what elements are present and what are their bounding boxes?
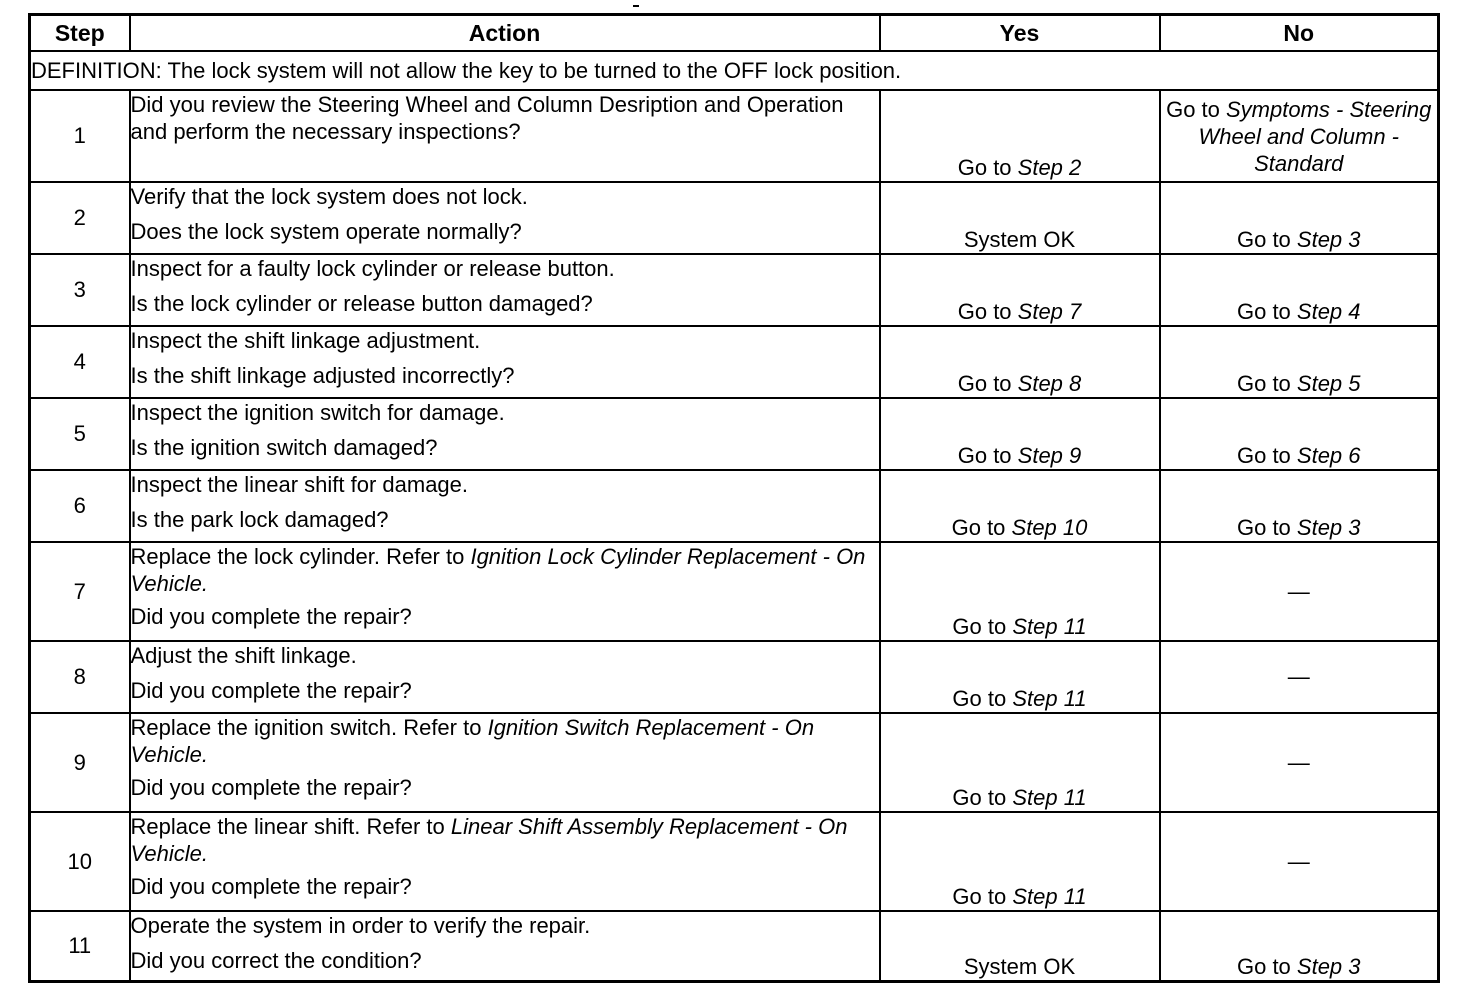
table-row [30, 812, 1439, 911]
table-row [30, 713, 1439, 812]
action-cell [130, 254, 880, 326]
table-row [30, 326, 1439, 398]
action-text: Did you review the Steering Wheel and Column Desription and Operation and perform the necessary inspections? [130, 92, 844, 144]
header-no: No [1160, 15, 1439, 52]
yes-prefix: Go to [952, 686, 1013, 711]
no-prefix: — [1287, 848, 1310, 874]
no-step-link: Symptoms - Steering Wheel and Column - Standard [1198, 96, 1432, 176]
no-cell [1160, 182, 1439, 254]
yes-cell [880, 542, 1160, 641]
action-question: Is the lock cylinder or release button damaged? [130, 291, 593, 316]
action-question: Is the shift linkage adjusted incorrectly? [130, 363, 515, 388]
action-question: Did you complete the repair? [130, 678, 412, 703]
diagnostic-table [28, 13, 1440, 983]
step-number: 2 [30, 182, 130, 254]
action-text: Inspect the ignition switch for damage. [130, 400, 505, 425]
definition-row [30, 51, 1439, 90]
no-cell [1160, 326, 1439, 398]
step-number: 8 [30, 641, 130, 713]
yes-cell [880, 90, 1160, 182]
action-question: Did you complete the repair? [130, 874, 412, 899]
yes-prefix: System OK [963, 953, 1076, 979]
action-text-plain: Replace the linear shift. Refer to [130, 814, 451, 839]
yes-cell [880, 470, 1160, 542]
action-reference: Linear Shift Assembly Replacement - On Vehicle. [130, 814, 848, 866]
no-cell [1160, 542, 1439, 641]
action-text: Verify that the lock system does not lock. [130, 184, 528, 209]
action-cell [130, 542, 880, 641]
yes-prefix: Go to [951, 515, 1012, 540]
table-row [30, 470, 1439, 542]
no-prefix: Go to [1236, 443, 1297, 468]
step-number: 9 [30, 713, 130, 812]
no-prefix: — [1287, 578, 1310, 604]
action-question: Did you correct the condition? [130, 948, 422, 973]
action-cell [130, 398, 880, 470]
yes-cell [880, 641, 1160, 713]
yes-step-link: Step 7 [1017, 299, 1082, 324]
yes-prefix: System OK [963, 227, 1076, 252]
yes-step-link: Step 11 [1012, 785, 1087, 810]
top-marker [633, 5, 639, 7]
no-cell [1160, 641, 1439, 713]
action-text [131, 813, 879, 867]
header-yes: Yes [880, 15, 1160, 52]
step-number: 3 [30, 254, 130, 326]
action-cell [130, 911, 880, 981]
no-cell [1160, 398, 1439, 470]
no-cell [1160, 911, 1439, 981]
action-question: Did you complete the repair? [130, 604, 412, 629]
table-row [30, 398, 1439, 470]
step-number: 6 [30, 470, 130, 542]
action-cell [130, 812, 880, 911]
table-row [30, 182, 1439, 254]
no-step-link: Step 6 [1296, 443, 1361, 468]
no-prefix: Go to [1236, 371, 1297, 396]
action-question: Is the park lock damaged? [130, 507, 389, 532]
no-step-link: Step 3 [1296, 953, 1361, 979]
table-row [30, 641, 1439, 713]
action-text: Inspect the linear shift for damage. [130, 472, 469, 497]
no-prefix: — [1287, 749, 1310, 775]
action-cell [130, 90, 880, 182]
yes-cell [880, 254, 1160, 326]
action-text [131, 714, 879, 768]
action-text [131, 543, 879, 597]
no-step-link: Step 3 [1296, 227, 1361, 252]
yes-cell [880, 812, 1160, 911]
action-text-plain: Replace the ignition switch. Refer to [130, 715, 488, 740]
yes-cell [880, 713, 1160, 812]
action-question: Does the lock system operate normally? [130, 219, 522, 244]
definition-text: DEFINITION: The lock system will not allow the key to be turned to the OFF lock position. [30, 51, 1439, 90]
step-number: 5 [30, 398, 130, 470]
step-number: 7 [30, 542, 130, 641]
no-prefix: — [1287, 664, 1310, 689]
no-cell [1160, 90, 1439, 182]
yes-step-link: Step 10 [1011, 515, 1088, 540]
no-step-link: Step 5 [1296, 371, 1361, 396]
yes-cell [880, 398, 1160, 470]
table-row [30, 911, 1439, 981]
yes-step-link: Step 8 [1017, 371, 1082, 396]
no-cell [1160, 812, 1439, 911]
step-number: 11 [30, 911, 130, 981]
yes-cell [880, 911, 1160, 981]
yes-prefix: Go to [957, 371, 1018, 396]
table-row [30, 542, 1439, 641]
yes-step-link: Step 11 [1012, 614, 1087, 639]
action-text-plain: Replace the lock cylinder. Refer to [130, 544, 471, 569]
diagnostic-table-container [28, 13, 1440, 983]
action-cell [130, 470, 880, 542]
yes-step-link: Step 9 [1017, 443, 1082, 468]
yes-step-link: Step 2 [1017, 155, 1082, 180]
header-step: Step [30, 15, 130, 52]
action-text: Inspect the shift linkage adjustment. [130, 328, 481, 353]
yes-prefix: Go to [957, 155, 1018, 180]
yes-cell [880, 326, 1160, 398]
yes-prefix: Go to [952, 884, 1013, 909]
no-prefix: Go to [1236, 227, 1297, 252]
action-text: Adjust the shift linkage. [130, 643, 357, 668]
yes-prefix: Go to [952, 785, 1013, 810]
action-cell [130, 182, 880, 254]
header-row [30, 15, 1439, 52]
step-number: 10 [30, 812, 130, 911]
action-cell [130, 326, 880, 398]
no-step-link: Step 3 [1296, 515, 1361, 540]
no-prefix: Go to [1236, 515, 1297, 540]
action-reference: Ignition Switch Replacement - On Vehicle. [130, 715, 815, 767]
action-question: Is the ignition switch damaged? [130, 435, 438, 460]
yes-prefix: Go to [957, 299, 1018, 324]
action-question: Did you complete the repair? [130, 775, 412, 800]
yes-prefix: Go to [952, 614, 1013, 639]
yes-cell [880, 182, 1160, 254]
action-cell [130, 713, 880, 812]
header-action: Action [130, 15, 880, 52]
no-cell [1160, 254, 1439, 326]
no-step-link: Step 4 [1296, 299, 1361, 324]
action-reference: Ignition Lock Cylinder Replacement - On Vehicle. [130, 544, 866, 596]
yes-step-link: Step 11 [1012, 884, 1087, 909]
no-prefix: Go to [1236, 953, 1297, 979]
action-text: Operate the system in order to verify the repair. [130, 913, 591, 938]
step-number: 1 [30, 90, 130, 182]
action-text: Inspect for a faulty lock cylinder or release button. [130, 256, 615, 281]
yes-step-link: Step 11 [1012, 686, 1087, 711]
table-row [30, 254, 1439, 326]
no-cell [1160, 470, 1439, 542]
table-row [30, 90, 1439, 182]
step-number: 4 [30, 326, 130, 398]
action-cell [130, 641, 880, 713]
yes-prefix: Go to [957, 443, 1018, 468]
no-cell [1160, 713, 1439, 812]
no-prefix: Go to [1166, 96, 1226, 122]
no-prefix: Go to [1236, 299, 1297, 324]
